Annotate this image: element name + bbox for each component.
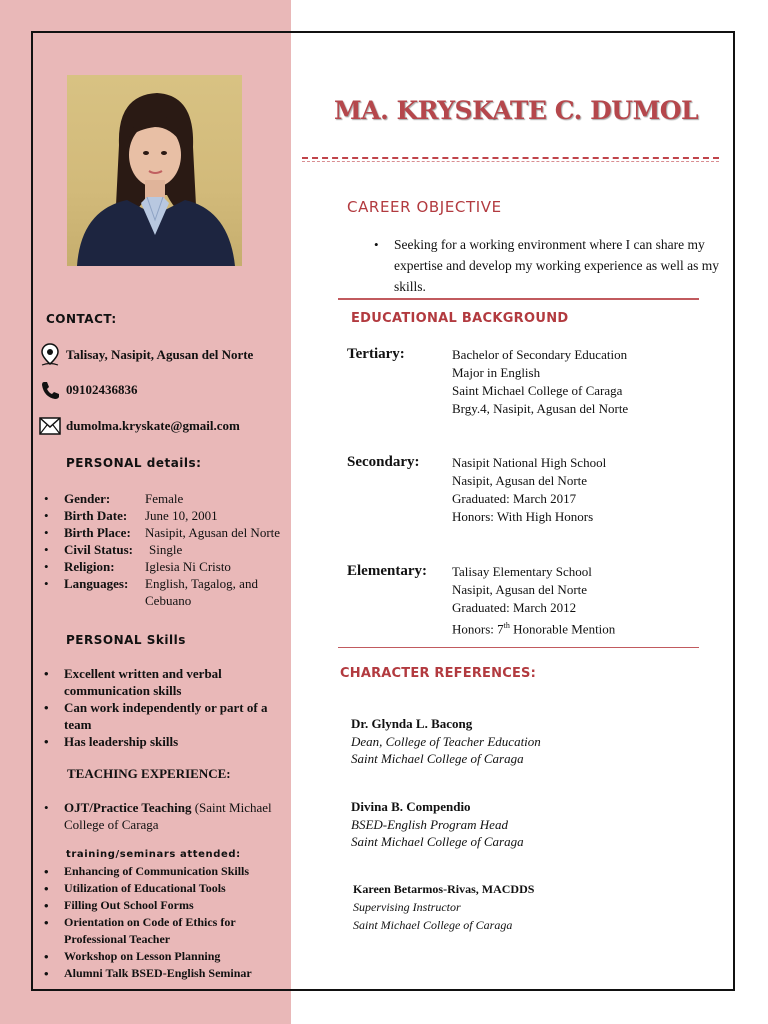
secondary-label: Secondary: [347, 454, 420, 470]
list-item: • Birth Date: June 10, 2001 [40, 507, 295, 524]
reference-title: Supervising Instructor [353, 900, 461, 914]
elementary-label: Elementary: [347, 563, 427, 579]
reference-title: BSED-English Program Head [351, 817, 508, 832]
contact-phone[interactable]: 09102436836 [66, 382, 138, 397]
title-divider-secondary [302, 161, 719, 163]
training-list [40, 863, 285, 982]
list-item: • Birth Place: Nasipit, Agusan del Norte [40, 524, 295, 541]
section-divider [338, 298, 699, 300]
personal-details-list [40, 490, 295, 609]
list-item: • Enhancing of Communication Skills [40, 863, 285, 880]
contact-address-row [38, 344, 253, 366]
career-objective-list [370, 234, 725, 297]
envelope-icon [38, 415, 62, 437]
teaching-experience-list [40, 799, 295, 833]
references-heading: CHARACTER REFERENCES: [340, 666, 536, 681]
reference-title: Dean, College of Teacher Education [351, 734, 541, 749]
list-item: • Alumni Talk BSED-English Seminar [40, 965, 285, 982]
phone-icon [38, 379, 62, 401]
secondary-details: Nasipit National High School Nasipit, Agusan del Norte Graduated: March 2017 Honors: With High Honors [452, 455, 607, 524]
personal-details-heading: PERSONAL details: [66, 456, 202, 470]
list-item: • Filling Out School Forms [40, 897, 285, 914]
list-item: • Has leadership skills [40, 733, 285, 750]
education-heading: EDUCATIONAL BACKGROUND [351, 311, 569, 326]
list-item: • Religion: Iglesia Ni Cristo [40, 558, 295, 575]
location-pin-icon [38, 344, 62, 366]
resume-name: MA. KRYSKATE C. DUMOL [334, 96, 699, 125]
contact-address: Talisay, Nasipit, Agusan del Norte [66, 347, 254, 362]
list-item: • Excellent written and verbal communication skills [40, 665, 285, 699]
profile-photo [67, 75, 242, 266]
reference-org: Saint Michael College of Caraga [353, 918, 513, 932]
contact-email[interactable]: dumolma.kryskate@gmail.com [66, 418, 240, 433]
list-item: • Workshop on Lesson Planning [40, 948, 285, 965]
reference-name: Divina B. Compendio [351, 799, 471, 814]
tertiary-label: Tertiary: [347, 346, 405, 362]
contact-email-row [38, 415, 240, 437]
contact-phone-row [38, 379, 138, 401]
list-item: • Can work independently or part of a team [40, 699, 285, 733]
list-item: • OJT/Practice Teaching (Saint Michael College of Caraga [40, 799, 295, 833]
training-heading: training/seminars attended: [66, 849, 241, 860]
list-item: • Gender: Female [40, 490, 295, 507]
list-item: • Civil Status: Single [40, 541, 295, 558]
list-item: • Languages: English, Tagalog, and Cebuano [40, 575, 295, 609]
career-objective-text: • Seeking for a working environment where I can share my expertise and develop my working experience as well as my skills. [370, 234, 725, 297]
reference-org: Saint Michael College of Caraga [351, 751, 524, 766]
list-item: • Utilization of Educational Tools [40, 880, 285, 897]
career-objective-heading: CAREER OBJECTIVE [347, 198, 502, 216]
elementary-details: Talisay Elementary School Nasipit, Agusan del Norte Graduated: March 2012 Honors: 7th Honorable Mention [452, 564, 616, 637]
reference-org: Saint Michael College of Caraga [351, 834, 524, 849]
personal-skills-heading: PERSONAL Skills [66, 633, 186, 647]
section-divider [338, 647, 699, 648]
reference-name: Kareen Betarmos-Rivas, MACDDS [353, 882, 535, 896]
teaching-experience-heading: TEACHING EXPERIENCE: [67, 766, 231, 781]
contact-heading: CONTACT: [46, 312, 117, 326]
reference-name: Dr. Glynda L. Bacong [351, 716, 473, 731]
tertiary-details: Bachelor of Secondary Education Major in English Saint Michael College of Caraga Brgy.4, Nasipit, Agusan del Norte [452, 347, 629, 416]
personal-skills-list [40, 665, 285, 750]
list-item: • Orientation on Code of Ethics for Professional Teacher [40, 914, 285, 948]
